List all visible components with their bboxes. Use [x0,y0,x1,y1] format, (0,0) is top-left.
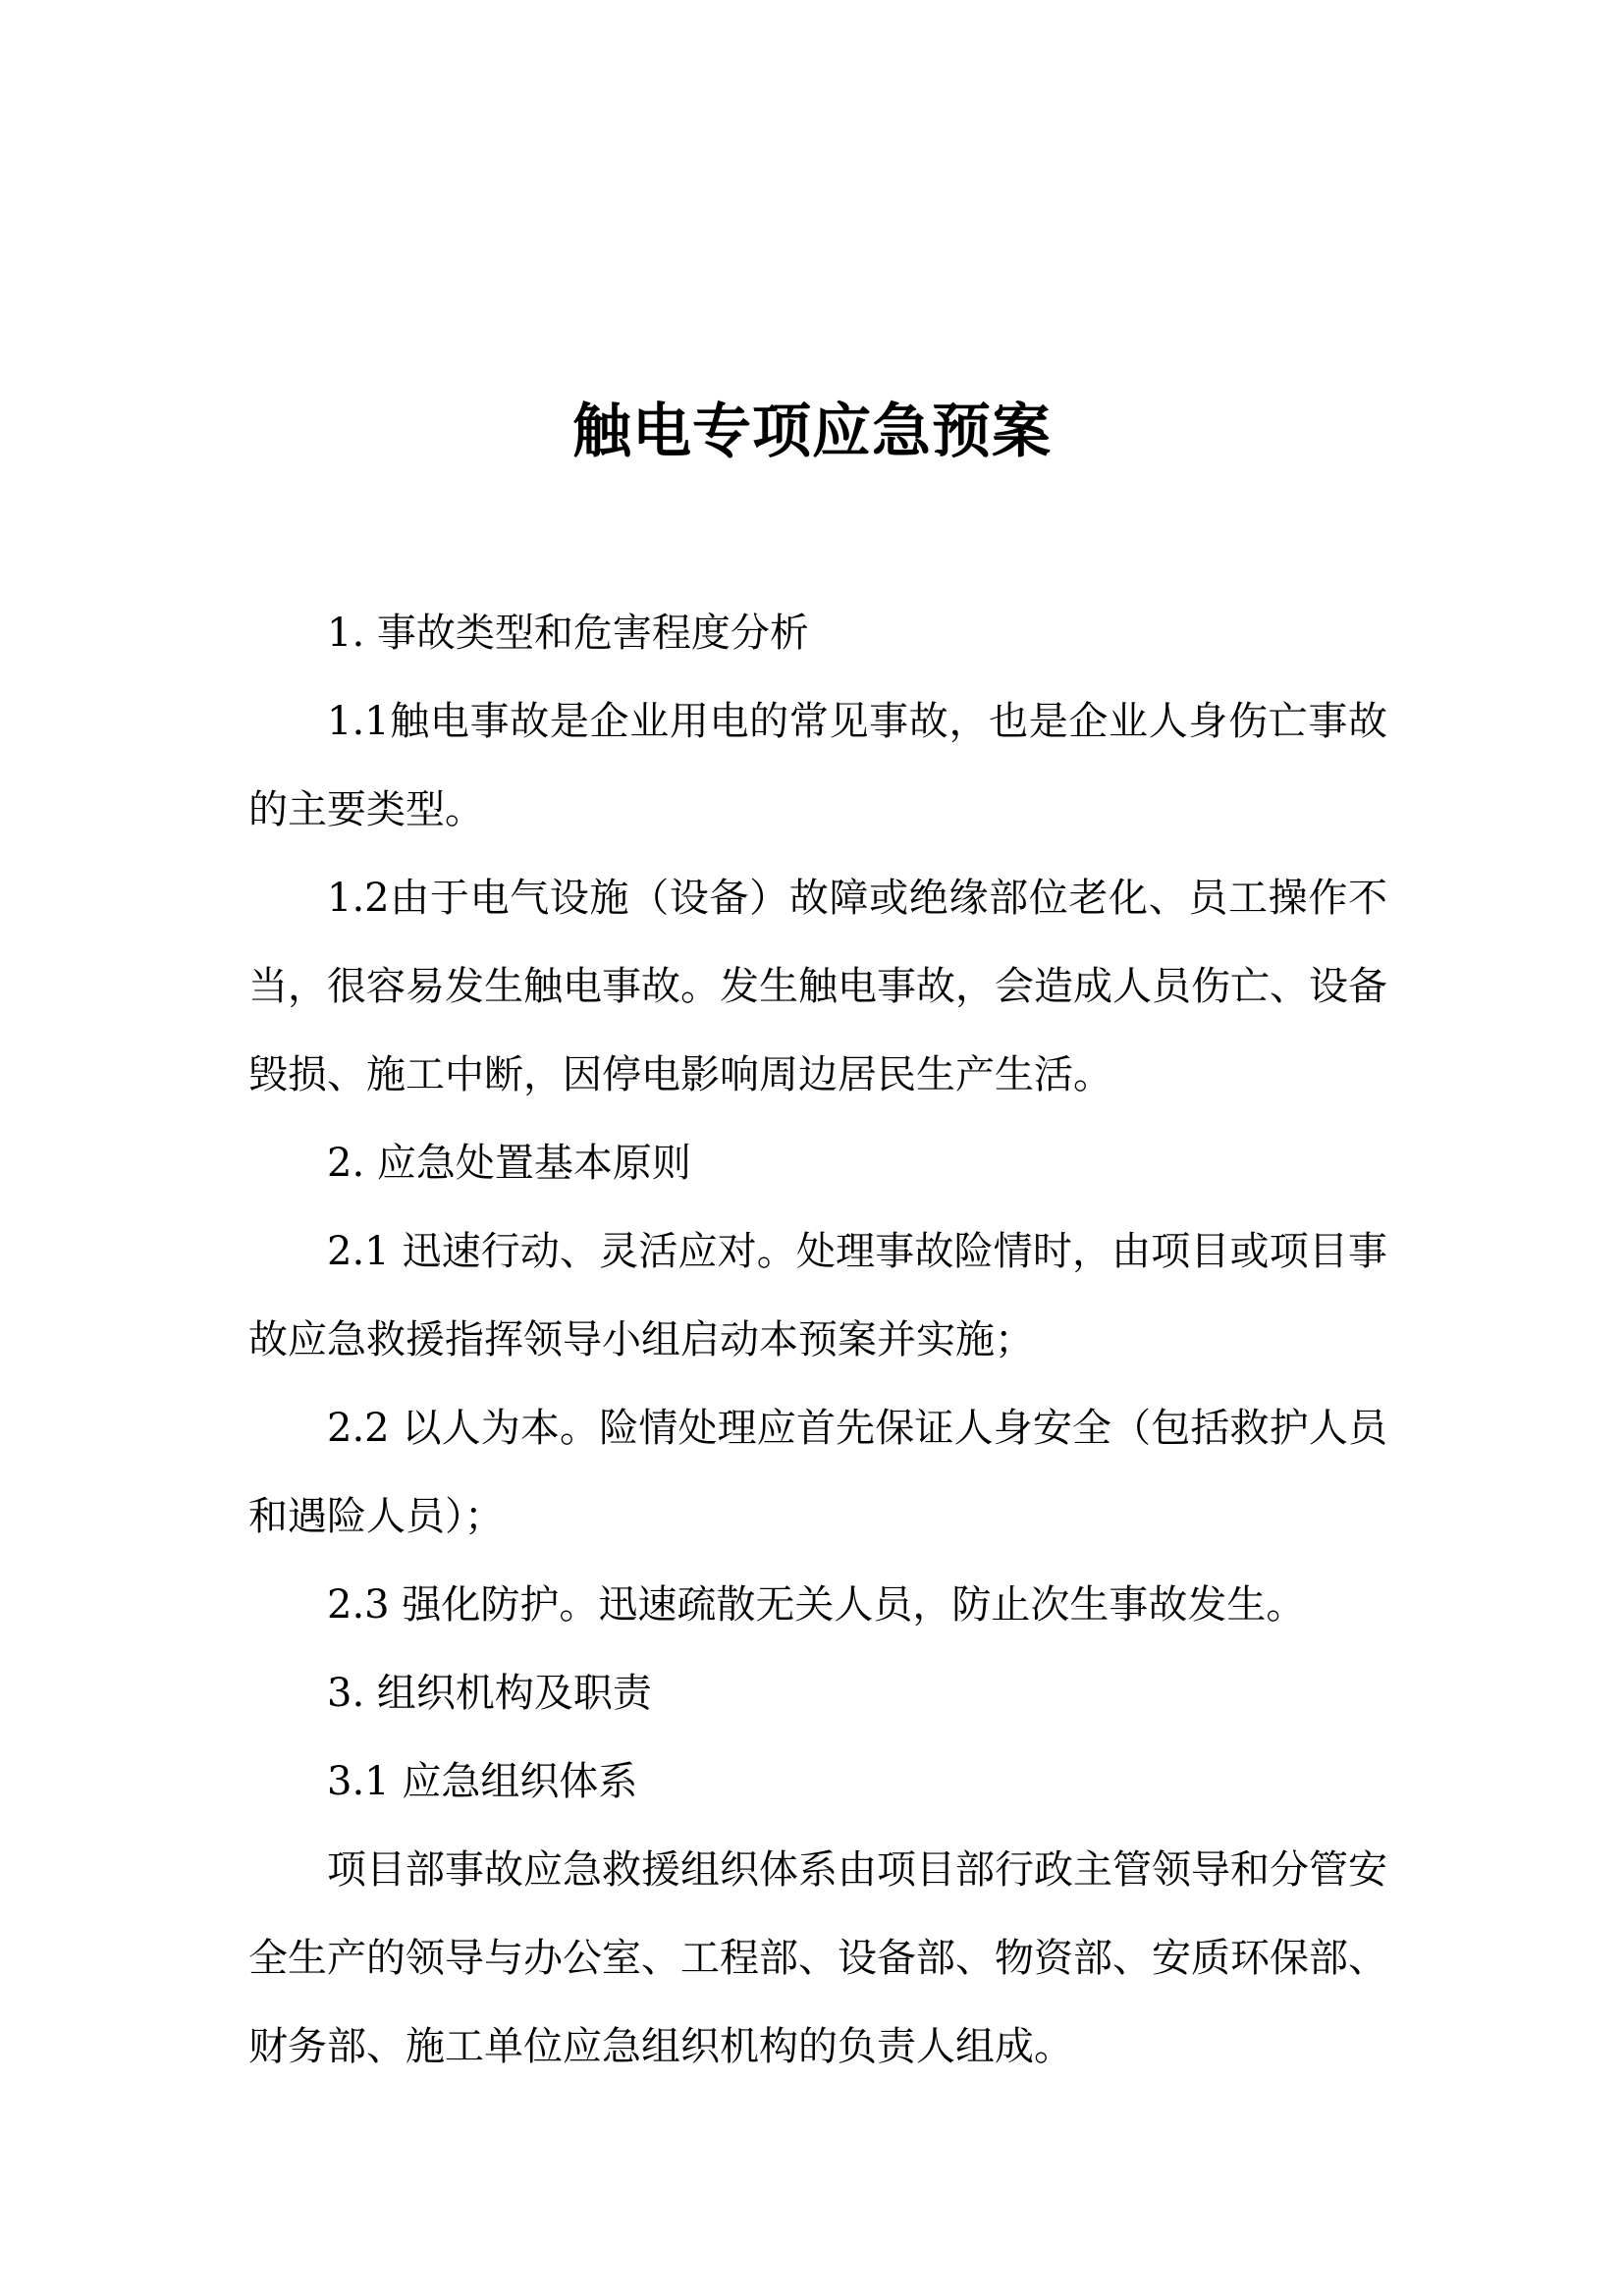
section-heading-2: 2. 应急处置基本原则 [327,1141,691,1186]
document-body [248,589,1387,2091]
section-heading-3: 3. 组织机构及职责 [327,1671,652,1716]
subsection-heading-3-1: 3.1 应急组织体系 [327,1759,638,1804]
section-heading-1: 1. 事故类型和危害程度分析 [327,611,809,656]
paragraph-2-1: 2.1 迅速行动、灵活应对。处理事故险情时，由项目或项目事故应急救援指挥领导小组启动本预案并实施； [248,1229,1387,1362]
paragraph-1-1: 1.1触电事故是企业用电的常见事故，也是企业人身伤亡事故的主要类型。 [248,699,1387,832]
document-title: 触电专项应急预案 [572,398,1052,466]
paragraph-2-3: 2.3 强化防护。迅速疏散无关人员，防止次生事故发生。 [327,1582,1306,1628]
paragraph-2-2: 2.2 以人为本。险情处理应首先保证人身安全（包括救护人员和遇险人员）； [248,1406,1387,1539]
paragraph-3-1: 项目部事故应急救援组织体系由项目部行政主管领导和分管安全生产的领导与办公室、工程部、设备部、物资部、安质环保部、财务部、施工单位应急组织机构的负责人组成。 [248,1847,1387,2069]
paragraph-1-2: 1.2由于电气设施（设备）故障或绝缘部位老化、员工操作不当，很容易发生触电事故。发生触电事故，会造成人员伤亡、设备毁损、施工中断，因停电影响周边居民生产生活。 [248,876,1387,1097]
